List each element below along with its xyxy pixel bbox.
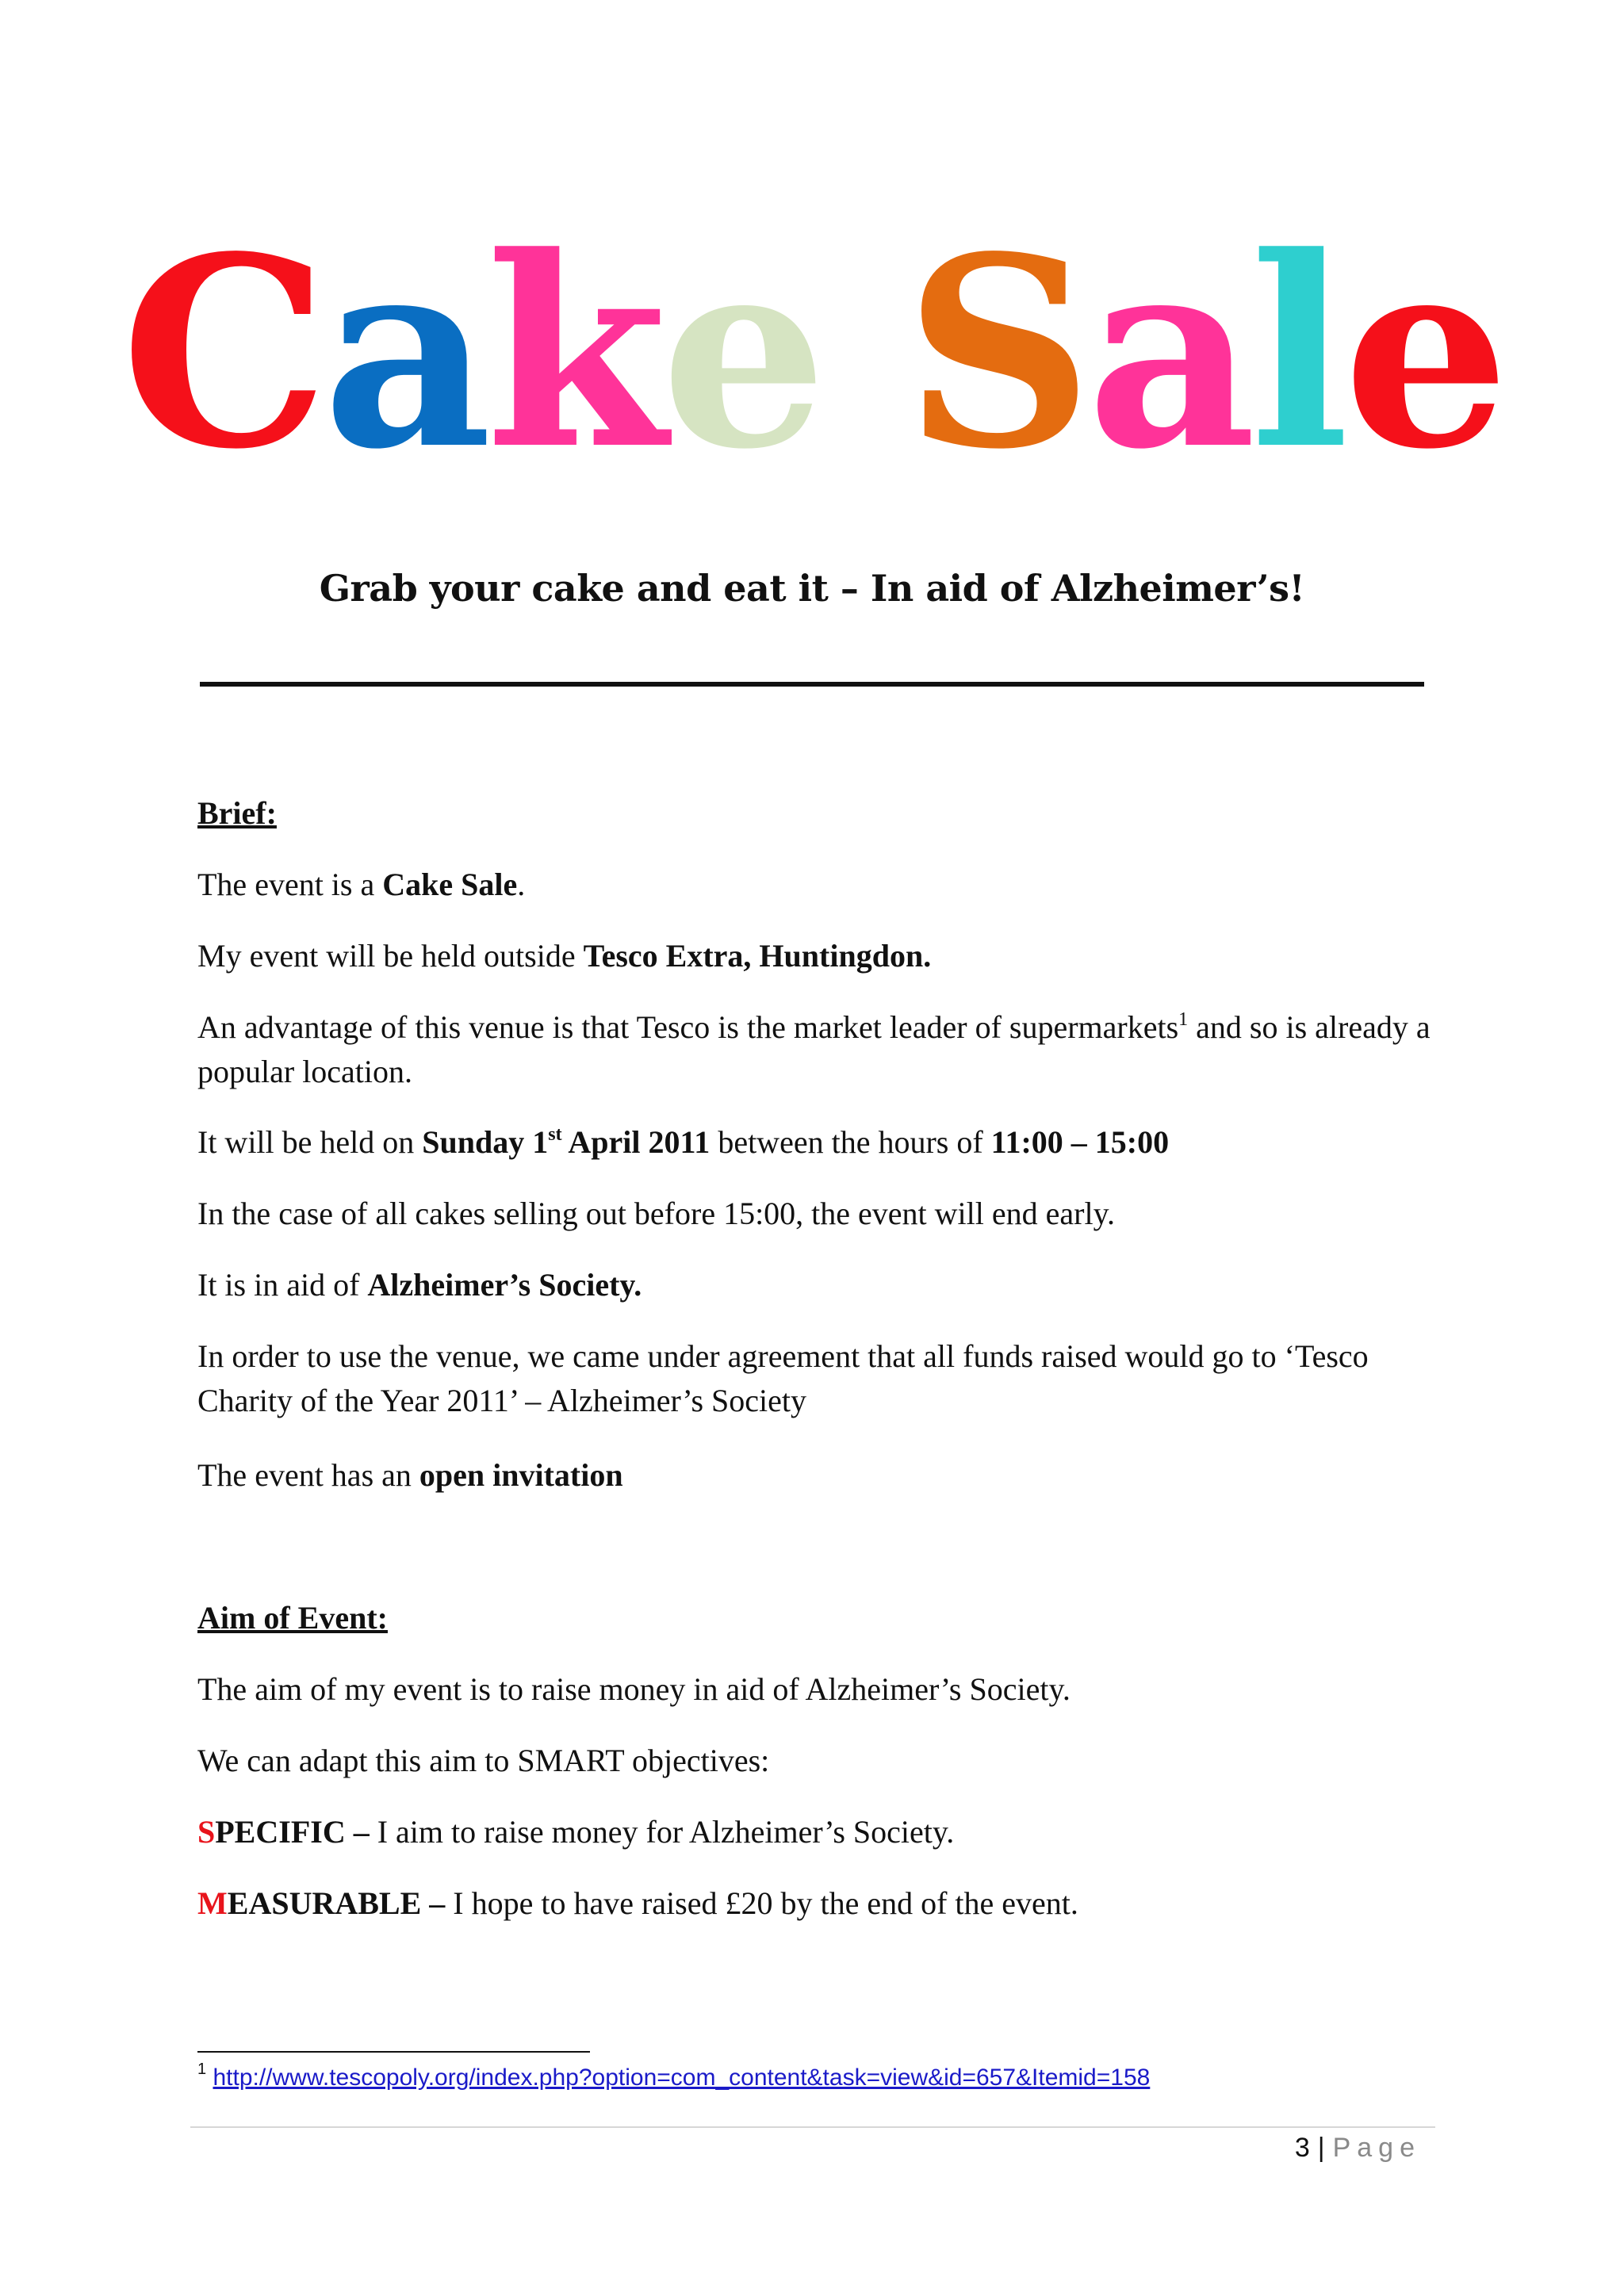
subtitle: Grab your cake and eat it – In aid of Alzheimer’s! — [319, 567, 1305, 610]
title-letter: a — [1086, 199, 1251, 507]
footnote — [197, 2061, 1151, 2091]
aim-paragraph: We can adapt this aim to SMART objectives: — [197, 1743, 770, 1778]
brief-paragraph: In the case of all cakes selling out before 15:00, the event will end early. — [197, 1196, 1115, 1231]
title-divider — [200, 682, 1424, 687]
brief-paragraph: The event is a Cake Sale. — [197, 867, 526, 902]
page-footer: 3 | Page — [1294, 2133, 1421, 2163]
brief-paragraph: An advantage of this venue is that Tesco is the market leader of supermarkets$^1$ and so is already a popular location. — [197, 1009, 1431, 1089]
page-title — [0, 199, 1624, 507]
brief-paragraph: In order to use the venue, we came under agreement that all funds raised would go to ‘Tesco Charity of the Year 2011’ – Alzheimer’s Society — [197, 1338, 1369, 1418]
title-letter: a — [322, 199, 486, 507]
smart-measurable: MEASURABLE – I hope to have raised £20 by the end of the event. — [197, 1885, 1078, 1921]
aim-heading: Aim of Event: — [197, 1600, 388, 1636]
footnote-divider — [197, 2051, 590, 2053]
title-letter: l — [1250, 199, 1343, 507]
page-number: 3 — [1294, 2133, 1310, 2163]
aim-paragraph: The aim of my event is to raise money in aid of Alzheimer’s Society. — [197, 1671, 1071, 1707]
brief-paragraph: The event has an open invitation — [197, 1457, 623, 1493]
brief-heading: Brief: — [197, 795, 277, 831]
title-letter: e — [1342, 199, 1503, 507]
title-letter: e — [661, 199, 822, 507]
footer-divider — [190, 2126, 1435, 2128]
title-letter: k — [485, 199, 661, 507]
brief-paragraph: It is in aid of Alzheimer’s Society. — [197, 1267, 642, 1303]
footnote-number: 1 — [197, 2061, 207, 2078]
footnote-ref[interactable]: 1 — [1178, 1009, 1189, 1030]
smart-specific: SPECIFIC – I aim to raise money for Alzheimer’s Society. — [197, 1814, 955, 1850]
title-letter: C — [121, 199, 323, 507]
page-label: Page — [1332, 2133, 1421, 2163]
brief-paragraph: It will be held on Sunday 1st April 2011 between the hours of 11:00 – 15:00 — [197, 1124, 1170, 1160]
footnote-link[interactable]: http://www.tescopoly.org/index.php?option=com_content&task=view&id=657&Itemid=158 — [213, 2064, 1151, 2091]
brief-paragraph: My event will be held outside Tesco Extra, Huntingdon. — [197, 938, 932, 974]
title-letter: S — [904, 199, 1087, 507]
